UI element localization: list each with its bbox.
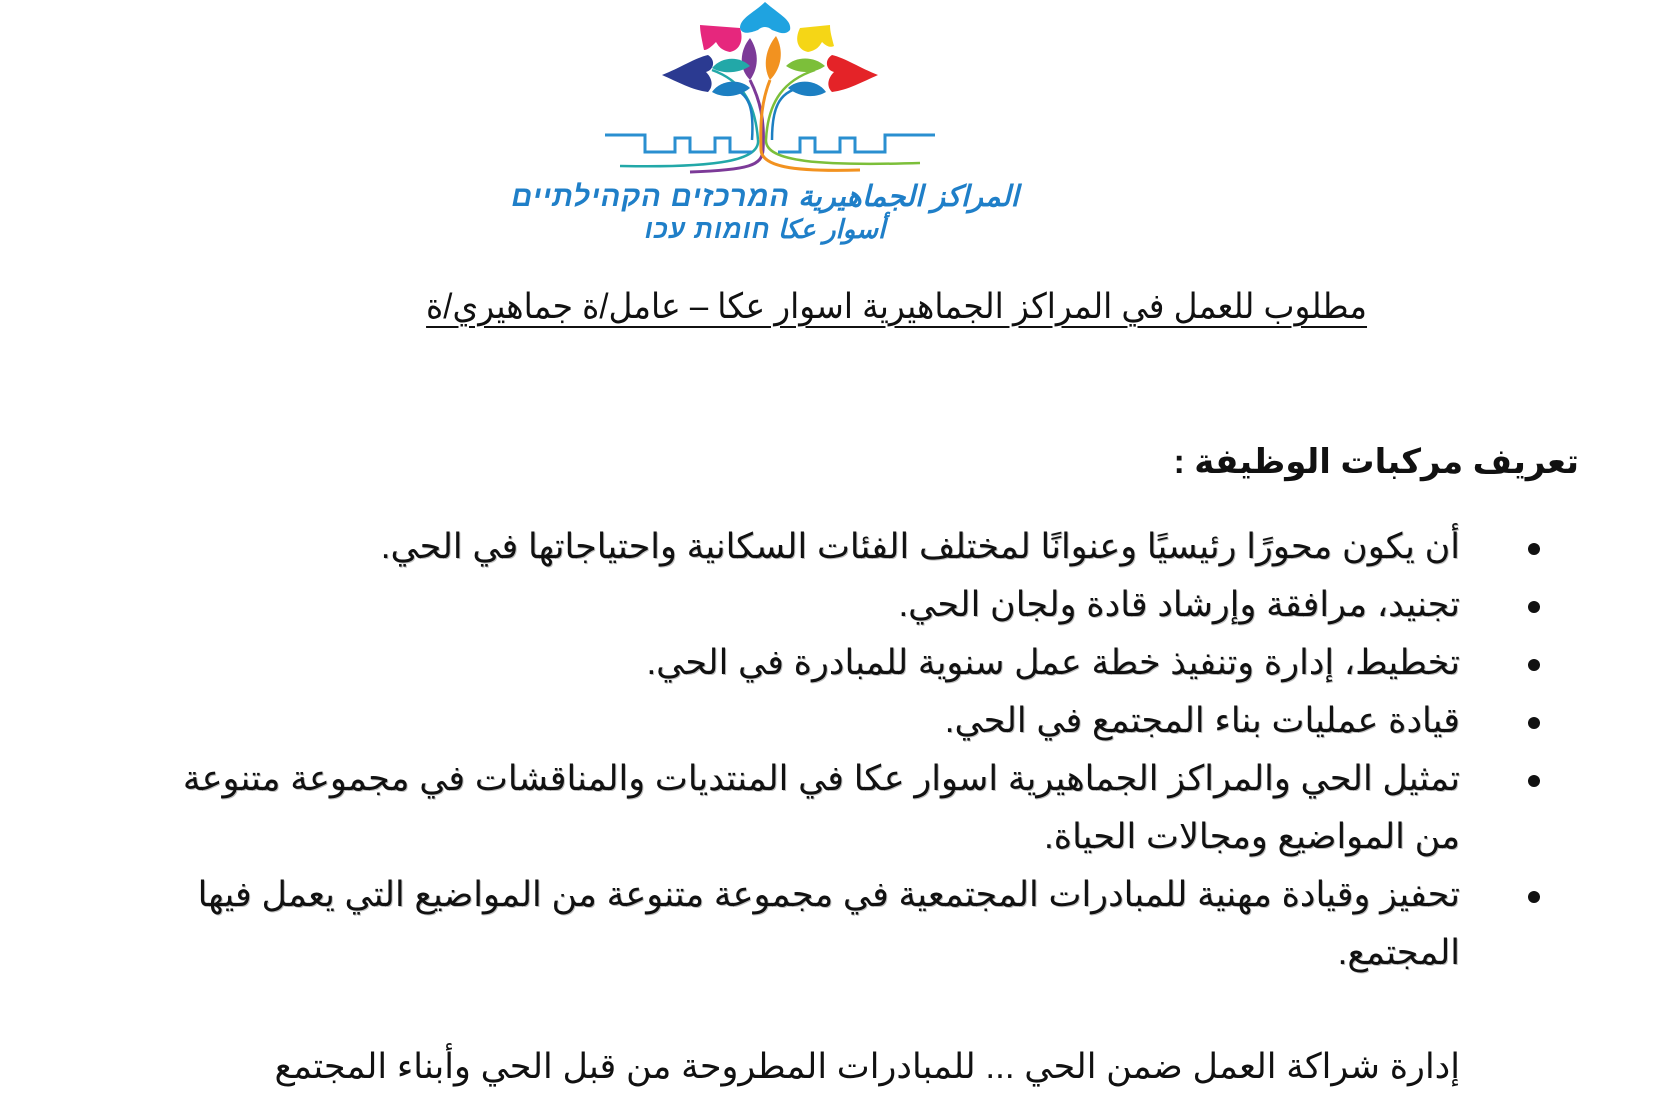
list-item-text: أن يكون محورًا رئيسيًا وعنوانًا لمختلف الفئات السكانية واحتياجاتها في الحي. <box>380 527 1460 566</box>
community-centers-logo <box>600 0 940 180</box>
job-components-heading: تعريف مركبات الوظيفة : <box>1173 443 1579 481</box>
logo-caption-line1: المراكز الجماهيرية המרכזים הקהילתיים <box>511 181 1019 213</box>
list-item <box>57 866 1522 982</box>
list-item <box>57 692 1522 750</box>
job-posting-title: مطلوب للعمل في المراكز الجماهيرية اسوار عكا – عامل/ة جماهيري/ة <box>426 287 1367 326</box>
logo-caption-line2: أسوار عكا חומות עכו <box>644 214 886 244</box>
list-item <box>57 518 1522 576</box>
list-item <box>57 576 1522 634</box>
list-item-text: تمثيل الحي والمراكز الجماهيرية اسوار عكا في المنتديات والمناقشات في مجموعة متنوعة من المواضيع ومجالات الحياة. <box>182 759 1460 856</box>
list-item <box>57 750 1522 866</box>
job-components-list <box>57 518 1522 982</box>
list-item-text: تحفيز وقيادة مهنية للمبادرات المجتمعية في مجموعة متنوعة من المواضيع التي يعمل فيها المجتمع. <box>197 875 1460 972</box>
list-item-text: قيادة عمليات بناء المجتمع في الحي. <box>944 701 1460 740</box>
partial-line-text: إدارة شراكة العمل ضمن الحي ... للمبادرات المطروحة من قبل الحي وأبناء المجتمع <box>274 1047 1460 1086</box>
logo-caption <box>470 180 1060 244</box>
list-item-text: تخطيط، إدارة وتنفيذ خطة عمل سنوية للمبادرة في الحي. <box>646 643 1460 682</box>
list-item <box>57 634 1522 692</box>
list-item-text: تجنيد، مرافقة وإرشاد قادة ولجان الحي. <box>898 585 1460 624</box>
partial-cut-off-line <box>220 1040 1460 1086</box>
tree-wall-logo-icon <box>600 0 940 180</box>
